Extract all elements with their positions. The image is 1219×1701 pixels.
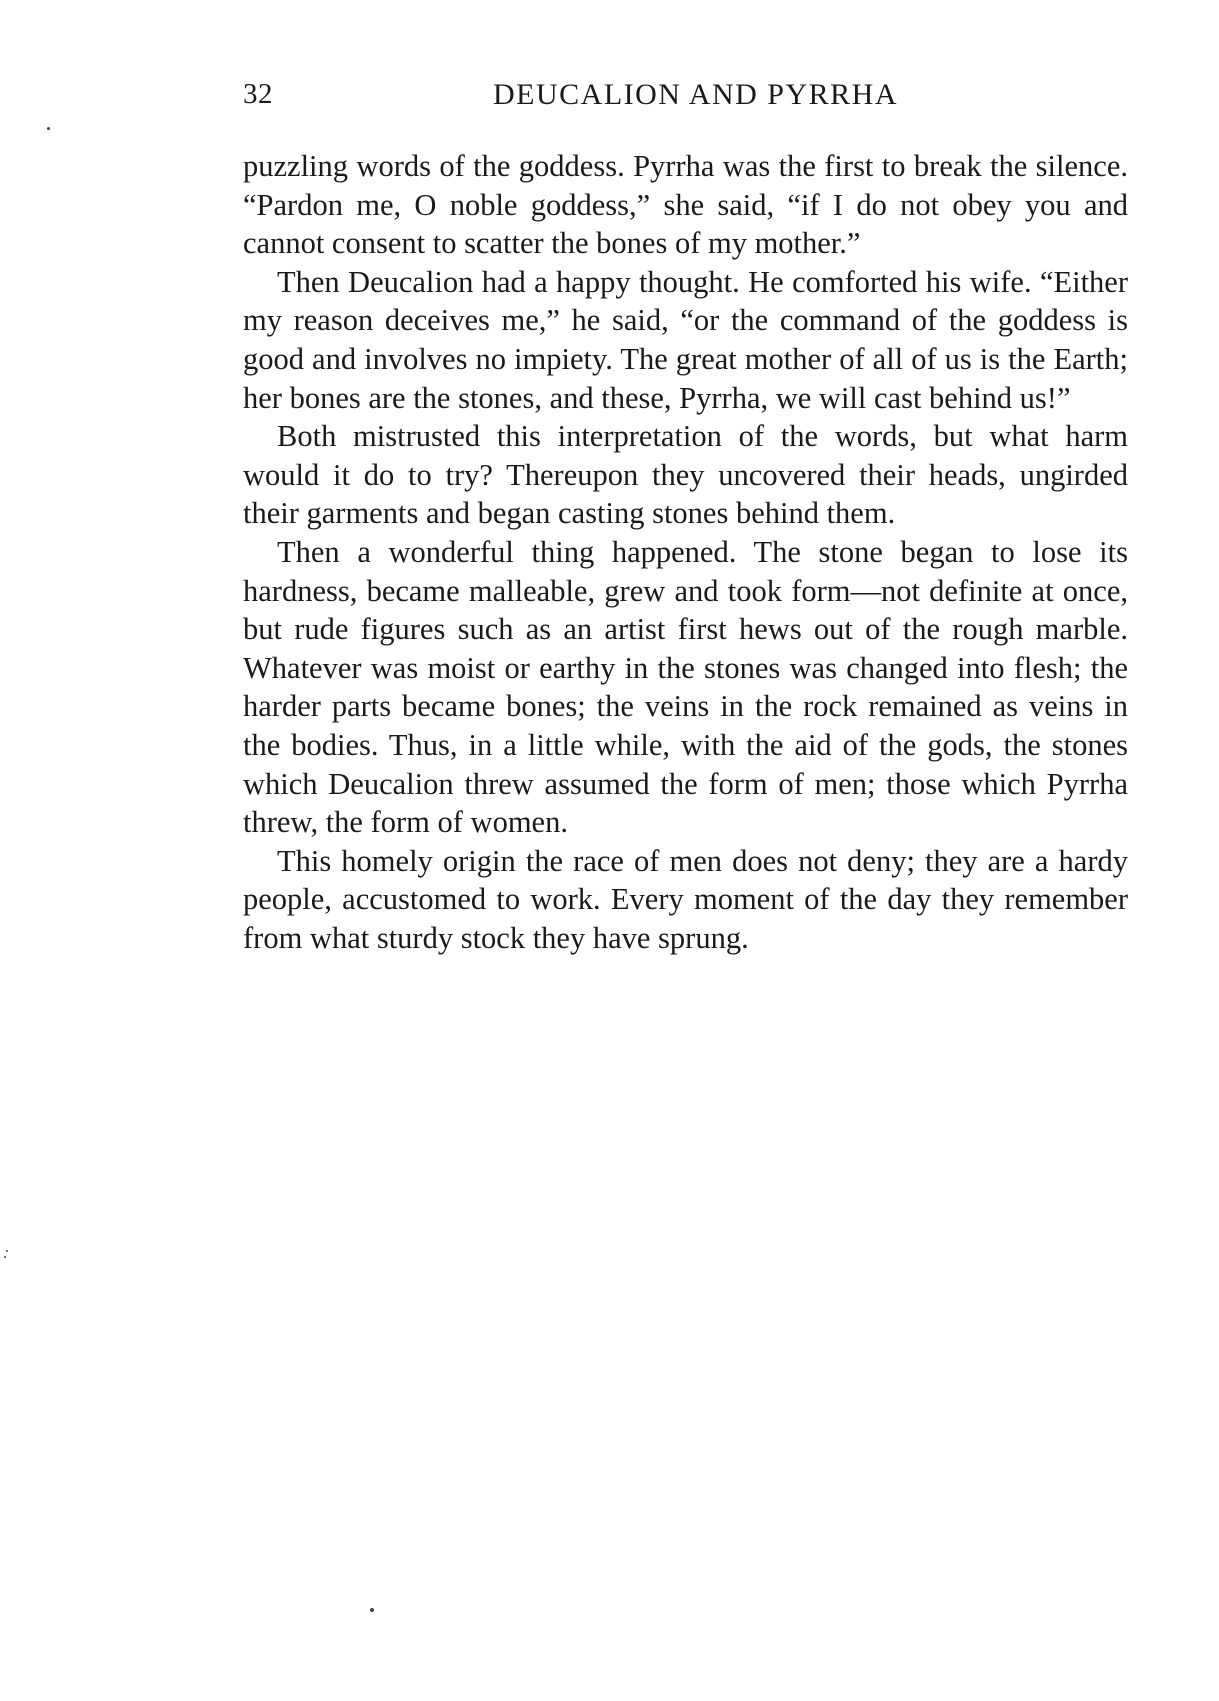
body-text <box>243 147 1128 957</box>
running-head <box>243 78 1128 118</box>
paragraph: This homely origin the race of men does not deny; they are a hardy people, accustomed to work. Every moment of the day they remember from what sturdy stock they have sprung. <box>243 843 1128 955</box>
paragraph: puzzling words of the goddess. Pyrrha was the first to break the silence. “Pardon me, O noble goddess,” she said, “if I do not obey you and cannot consent to scatter the bones of my mother.” <box>243 149 1128 261</box>
page-number: 32 <box>243 78 273 110</box>
paragraph: Then a wonderful thing happened. The stone began to lose its hardness, became malleable, grew and took form—not definite at once, but rude figures such as an artist first hews out of the rough marble. Whatever was moist or earthy in the stones was changed into flesh; the harder parts became bones; the veins in the rock remained as veins in the bodies. Thus, in a little while, with the aid of the gods, the stones which Deucalion threw assumed the form of men; those which Pyrrha threw, the form of women. <box>243 534 1128 840</box>
scan-speck <box>6 1250 8 1252</box>
scan-speck <box>47 127 50 130</box>
chapter-title: DEUCALION AND PYRRHA <box>492 78 898 111</box>
scan-speck <box>4 1256 6 1258</box>
paragraph: Both mistrusted this interpretation of the words, but what harm would it do to try? Thereupon they uncovered their heads, ungirded their garments and began casting stones behind them. <box>243 419 1128 531</box>
scan-speck <box>370 1608 374 1612</box>
paragraph: Then Deucalion had a happy thought. He comforted his wife. “Either my reason deceives me,” he said, “or the command of the goddess is good and involves no impiety. The great mother of all of us is the Earth; her bones are the stones, and these, Pyrrha, we will cast behind us!” <box>243 264 1128 415</box>
